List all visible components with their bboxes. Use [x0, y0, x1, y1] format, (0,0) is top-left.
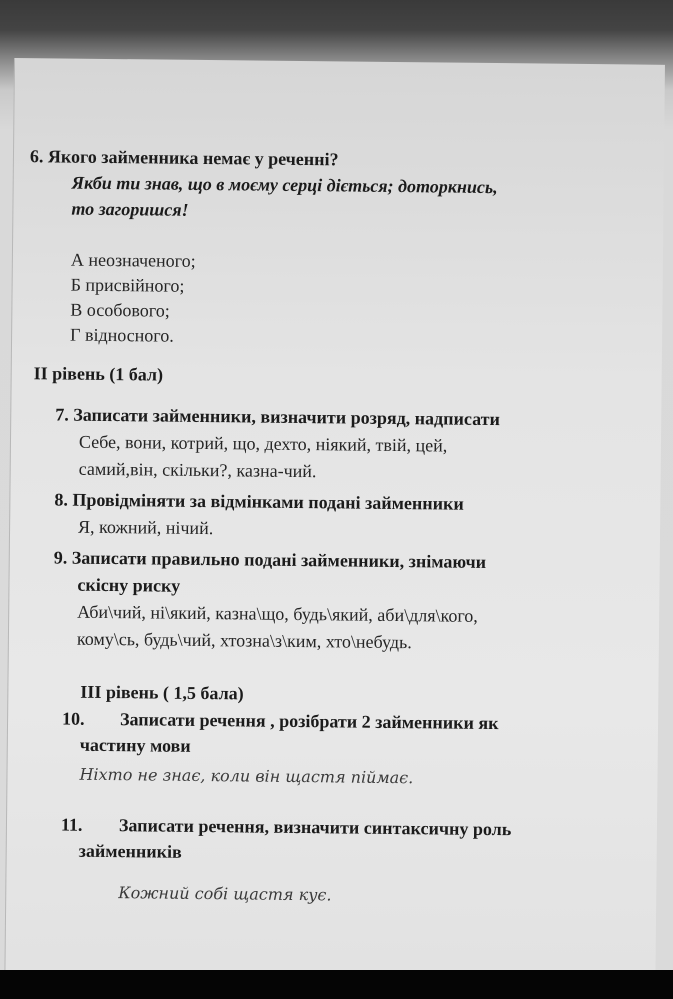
question-9-title-line-1: 9. Записати правильно подані займенники, знімаючи: [53, 547, 487, 572]
question-9-line-1: Аби\чий, ні\який, казна\що, будь\який, аби\для\кого,: [77, 601, 478, 626]
question-8-title: 8. Провідміняти за відмінками подані займенники: [54, 489, 464, 514]
level-2-heading: ІІ рівень (1 бал): [33, 363, 164, 385]
question-10-title-line-1: Записати речення , розібрати 2 займенники як: [119, 709, 499, 734]
question-10-title-line-2: частину мови: [79, 734, 191, 756]
question-11-sentence: Кожний собі щастя кує.: [118, 883, 332, 905]
question-7-line-1: Себе, вони, котрий, що, дехто, ніякий, твій, цей,: [78, 431, 448, 456]
question-11-title-line-2: займенників: [78, 840, 182, 862]
option-d: Г відносного.: [70, 324, 174, 346]
question-10-number: 10.: [61, 708, 85, 729]
question-7-title: 7. Записати займенники, визначити розряд, надписати: [55, 404, 501, 430]
question-6-sentence-line-1: Якби ти знав, що в моєму серці діється; доторкнись,: [71, 172, 498, 198]
question-9-title-line-2: скісну риску: [77, 574, 181, 596]
question-6-title: 6. Якого займенника немає у реченні?: [29, 146, 339, 170]
screen-bottom-edge: [0, 970, 673, 999]
document-page: [4, 58, 665, 977]
option-a: А неозначеного;: [70, 249, 196, 271]
question-7-line-2: самий,він, скільки?, казна-чий.: [78, 458, 317, 482]
question-8-line-1: Я, кожний, нічий.: [77, 516, 214, 539]
question-11-number: 11.: [60, 814, 83, 835]
option-c: В особового;: [70, 299, 170, 321]
question-6-sentence-line-2: то загоришся!: [71, 198, 189, 220]
option-b: Б присвійного;: [70, 274, 185, 296]
question-10-sentence: Ніхто не знає, коли він щастя піймає.: [79, 764, 414, 788]
question-11-title-line-1: Записати речення, визначити синтаксичну роль: [118, 815, 512, 840]
level-3-heading: ІІІ рівень ( 1,5 бала): [80, 681, 244, 704]
question-9-line-2: кому\сь, будь\чий, хтозна\з\ким, хто\небудь.: [76, 628, 412, 653]
